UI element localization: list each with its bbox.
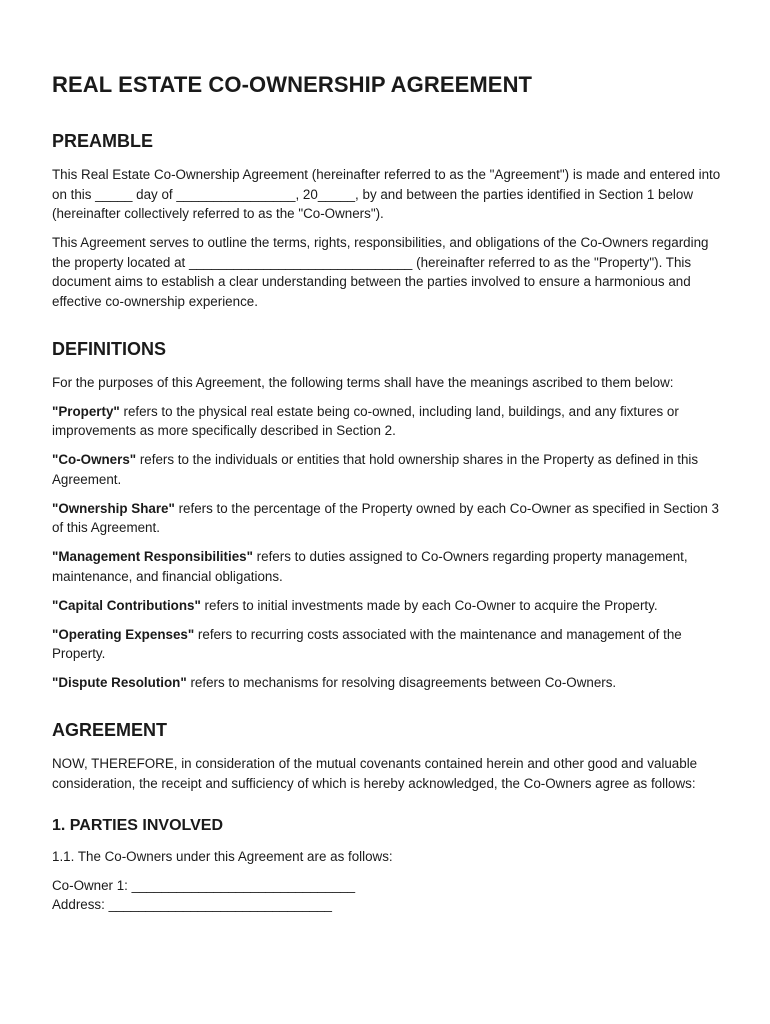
document-page xyxy=(52,68,724,915)
definition-text: refers to mechanisms for resolving disagreements between Co-Owners. xyxy=(186,675,617,690)
definition-text: refers to initial investments made by each Co-Owner to acquire the Property. xyxy=(200,597,658,613)
definition-item xyxy=(52,450,724,489)
definition-item xyxy=(52,625,724,664)
parties-intro: 1.1. The Co-Owners under this Agreement are as follows: xyxy=(52,848,393,864)
definition-text: refers to the physical real estate being co-owned, including land, buildings, and any fixtures or improvements as more specifically described in Section 2. xyxy=(52,403,679,438)
agreement-paragraph: NOW, THEREFORE, in consideration of the mutual covenants contained herein and other good and valuable consideration, the receipt and sufficiency of which is hereby acknowledged, the Co-Owners agree as follows: xyxy=(52,756,698,791)
document-title: REAL ESTATE CO-OWNERSHIP AGREEMENT xyxy=(52,72,533,97)
preamble-paragraph-2: This Agreement serves to outline the terms, rights, responsibilities, and obligations of the Co-Owners regarding the property located at ______________________________ (hereinafter referred to as the "Property"). This document aims to establish a clear understanding between the parties involved to ensure a harmonious and effective co-ownership experience. xyxy=(52,235,709,309)
definition-text: refers to the individuals or entities that hold ownership shares in the Property as defined in this Agreement. xyxy=(52,452,699,487)
definition-term: "Property" xyxy=(52,403,120,419)
definition-term: "Management Responsibilities" xyxy=(52,549,253,564)
definitions-heading: DEFINITIONS xyxy=(52,338,167,359)
definition-item xyxy=(52,673,724,693)
preamble-paragraph-1: This Real Estate Co-Ownership Agreement (hereinafter referred to as the "Agreement") is made and entered into on this _____ day of ________________, 20_____, by and between the parties identified in Section 1 below (hereinafter collectively referred to as the "Co-Owners"). xyxy=(52,167,721,221)
parties-heading: 1. PARTIES INVOLVED xyxy=(52,816,223,834)
definition-term: "Capital Contributions" xyxy=(52,597,201,613)
definition-term: "Operating Expenses" xyxy=(52,626,195,642)
definition-item xyxy=(52,402,724,441)
definition-item xyxy=(52,499,724,538)
preamble-heading: PREAMBLE xyxy=(52,131,154,151)
definition-text: refers to recurring costs associated with the maintenance and management of the Property. xyxy=(52,626,682,661)
definition-term: "Dispute Resolution" xyxy=(52,675,187,690)
definition-text: refers to duties assigned to Co-Owners regarding property management, maintenance, and financial obligations. xyxy=(52,549,688,584)
definition-term: "Co-Owners" xyxy=(52,452,137,467)
definition-item xyxy=(52,547,724,586)
co-owner-1-line: Co-Owner 1: ______________________________ xyxy=(52,877,356,893)
definitions-intro: For the purposes of this Agreement, the following terms shall have the meanings ascribed to them below: xyxy=(52,374,674,390)
definition-text: refers to the percentage of the Property owned by each Co-Owner as specified in Section 3 of this Agreement. xyxy=(52,500,719,535)
agreement-heading: AGREEMENT xyxy=(52,720,168,740)
definition-term: "Ownership Share" xyxy=(52,500,175,516)
definition-item xyxy=(52,596,724,616)
address-line: Address: ______________________________ xyxy=(52,897,332,912)
